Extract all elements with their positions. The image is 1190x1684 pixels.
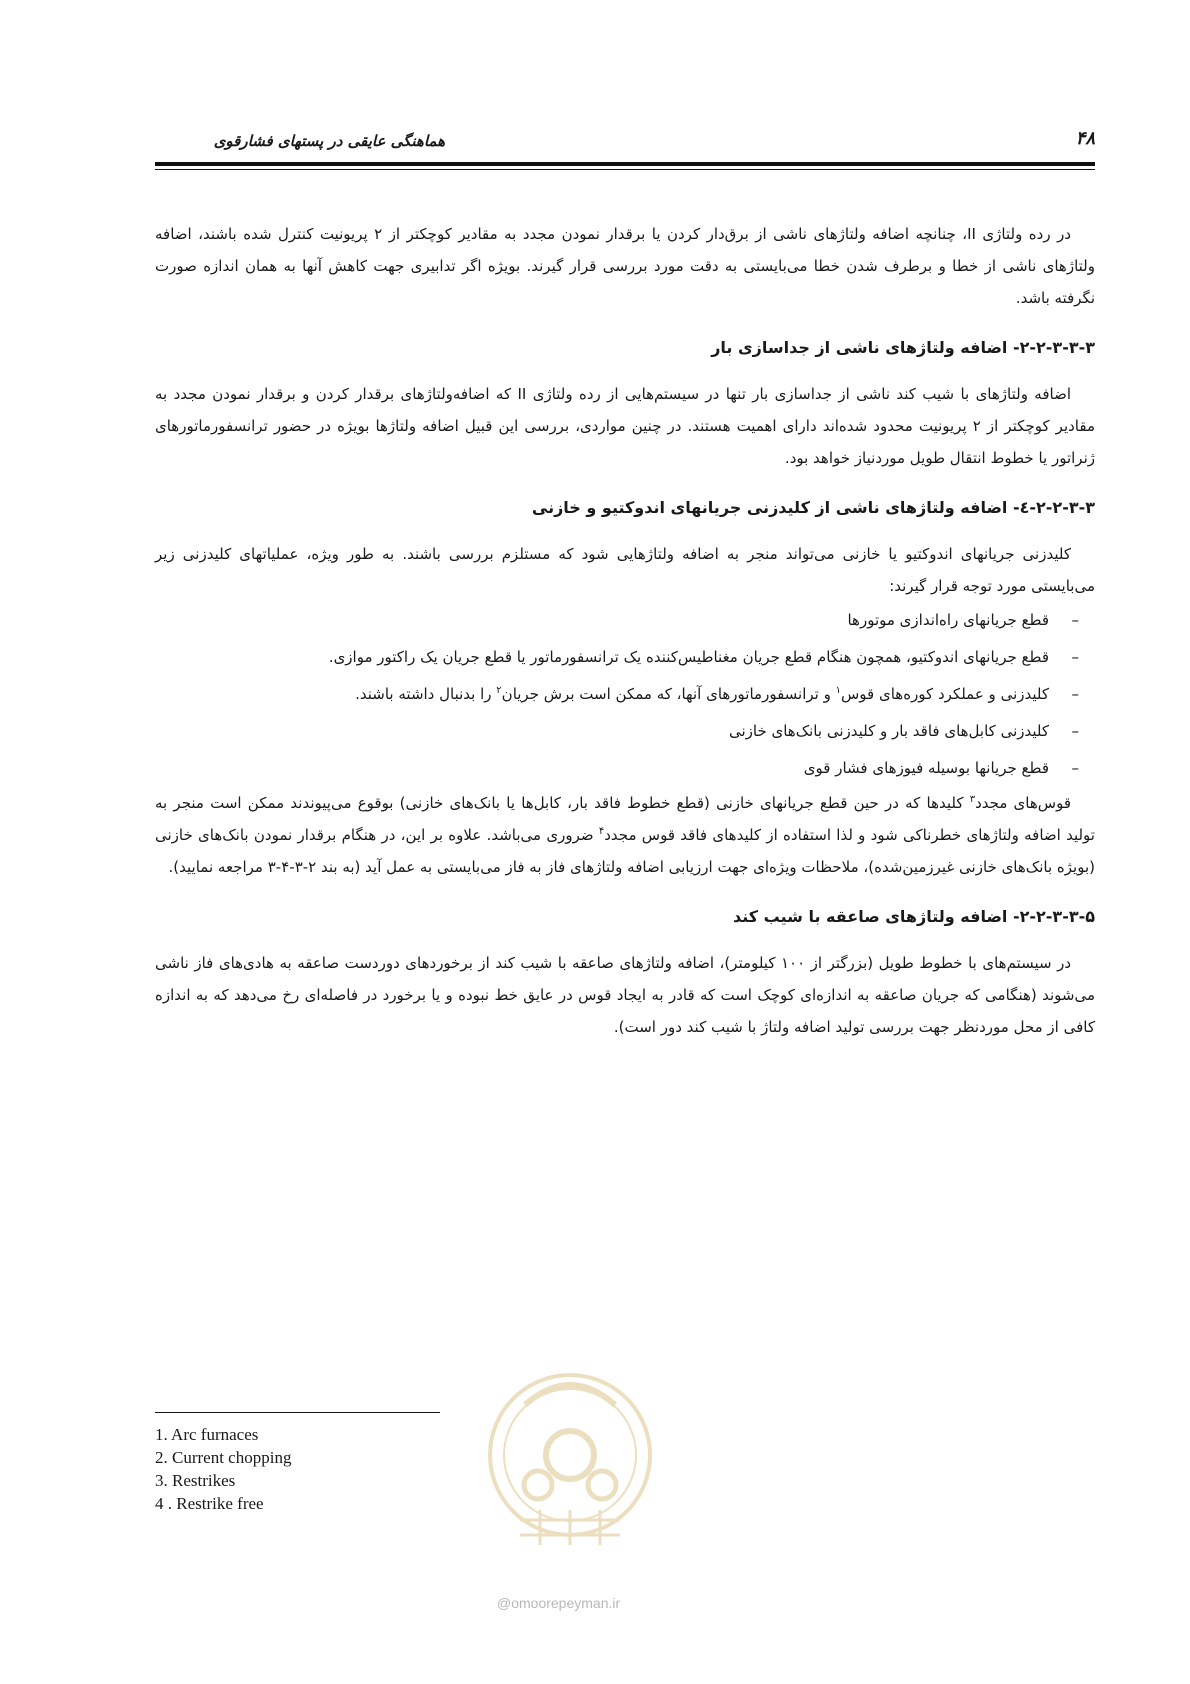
list-item	[155, 639, 1079, 676]
list-item-text: کلیدزنی و عملکرد کوره‌های قوس	[840, 685, 1049, 703]
paragraph: در رده ولتاژی II، چنانچه اضافه ولتاژهای ناشی از برق‌دار کردن یا برقدار نمودن مجدد به مقادیر کوچکتر از ۲ پریونیت کنترل شده باشند، اضافه ولتاژهای ناشی از خطا و برطرف شدن خطا می‌بایستی به دقت مورد بررسی قرار گیرند. بویژه اگر تدابیری جهت کاهش آنها به همان اندازه صورت نگرفته باشد.	[155, 225, 1095, 307]
paragraph-text: قوس‌های مجدد	[975, 794, 1071, 812]
footnote-ref: ۱	[835, 685, 841, 696]
bullet-dash: –	[1071, 685, 1079, 703]
paragraph	[155, 787, 1095, 883]
paragraph: در سیستم‌های با خطوط طویل (بزرگتر از ۱۰۰ کیلومتر)، اضافه ولتاژهای صاعقه با شیب کند از برخوردهای دوردست صاعقه به هادی‌های فاز ناشی می‌شوند (هنگامی که جریان صاعقه به اندازه‌ای کوچک است که قادر به ایجاد قوس در عایق خط نبوده و یا برخورد در فاصله‌ای رخ می‌دهد که به اندازه کافی از محل موردنظر جهت بررسی تولید اضافه ولتاژ با شیب کند دور است).	[155, 954, 1095, 1036]
list-item	[155, 750, 1079, 787]
watermark-site: @omoorepeyman.ir	[497, 1595, 621, 1611]
bullet-dash: –	[1071, 722, 1079, 740]
list-item-text: کلیدزنی کابل‌های فاقد بار و کلیدزنی بانک‌های خازنی	[728, 722, 1049, 740]
bullet-dash: –	[1071, 759, 1079, 777]
watermark-seal-icon	[480, 1345, 660, 1585]
footnote-ref: ۳	[969, 794, 976, 805]
header-title: هماهنگی عایقی در پستهای فشارقوی	[213, 132, 445, 150]
paragraph: کلیدزنی جریانهای اندوکتیو یا خازنی می‌تواند منجر به اضافه ولتاژهایی شود که مستلزم بررسی باشند. به طور ویژه، عملیاتهای کلیدزنی زیر می‌بایستی مورد توجه قرار گیرند:	[155, 545, 1095, 595]
footnote: 3. Restrikes	[155, 1471, 236, 1490]
footnote-ref: ۲	[496, 685, 502, 696]
footnote: 4 . Restrike free	[155, 1494, 264, 1513]
list-item-text: را بدنبال داشته باشند.	[355, 685, 497, 703]
list-item-text: قطع جریانهای اندوکتیو، همچون هنگام قطع جریان مغناطیس‌کننده یک ترانسفورماتور یا قطع جریان یک راکتور موازی.	[328, 648, 1049, 666]
bullet-dash: –	[1071, 648, 1079, 666]
footnote: 2. Current chopping	[155, 1448, 292, 1467]
page-number: ۴۸	[1075, 128, 1095, 149]
bullet-dash: –	[1071, 611, 1079, 629]
section-heading: ۲-۲-۳-۳-۳- اضافه ولتاژهای ناشی از جداسازی بار	[711, 338, 1095, 357]
list-item-text: قطع جریانها بوسیله فیوزهای فشار قوی	[803, 759, 1049, 777]
list-item	[155, 713, 1079, 750]
list-item-text: قطع جریانهای راه‌اندازی موتورها	[847, 611, 1049, 629]
footnote: 1. Arc furnaces	[155, 1425, 259, 1444]
list-item-text: و ترانسفورماتورهای آنها، که ممکن است برش جریان	[501, 685, 836, 703]
header-rule-thick	[155, 162, 1095, 166]
footnote-ref: ۴	[598, 826, 605, 837]
list-item	[155, 676, 1079, 713]
section-heading: ۲-۲-۳-۳-٤- اضافه ولتاژهای ناشی از کلیدزنی جریانهای اندوکتیو و خازنی	[531, 498, 1095, 517]
page-header	[155, 130, 1095, 160]
bullet-list	[155, 602, 1095, 787]
paragraph: اضافه ولتاژهای با شیب کند ناشی از جداسازی بار تنها در سیستم‌هایی از رده ولتاژی II که اضافه‌ولتاژهای برقدار کردن و برقدار نمودن مجدد به مقادیر کوچکتر از ۲ پریونیت محدود شده‌اند دارای اهمیت هستند. در چنین مواردی، بررسی این قبیل اضافه ولتاژها بویژه در حضور ترانسفورماتورهای ژنراتور یا خطوط انتقال طویل موردنیاز خواهد بود.	[155, 385, 1095, 467]
header-rule-thin	[155, 169, 1095, 170]
footnote-rule	[155, 1412, 440, 1413]
section-heading: ۲-۲-۳-۳-۵- اضافه ولتاژهای صاعقه با شیب کند	[733, 907, 1095, 926]
paragraph-text: کلیدها که در حین قطع جریانهای خازنی (قطع خطوط فاقد بار، کابل‌ها یا بانک‌های خازنی) بوقوع می‌پیوندند ممکن است منجر به تولید اضافه ولتاژهای خطرناکی شود و لذا استفاده از کلیدهای فاقد قوس مجدد	[155, 794, 1095, 844]
document-body	[155, 218, 1095, 1043]
footnotes	[155, 1423, 291, 1515]
list-item	[155, 602, 1079, 639]
paragraph-text: ضروری می‌باشد. علاوه بر این، در هنگام برقدار نمودن بانک‌های خازنی (بویژه بانک‌های خازنی غیرزمین‌شده)، ملاحظات ویژه‌ای جهت ارزیابی اضافه ولتاژهای فاز به فاز می‌بایستی به عمل آید (به بند ۲-۳-۴-۳ مراجعه نمایید).	[155, 826, 1095, 876]
